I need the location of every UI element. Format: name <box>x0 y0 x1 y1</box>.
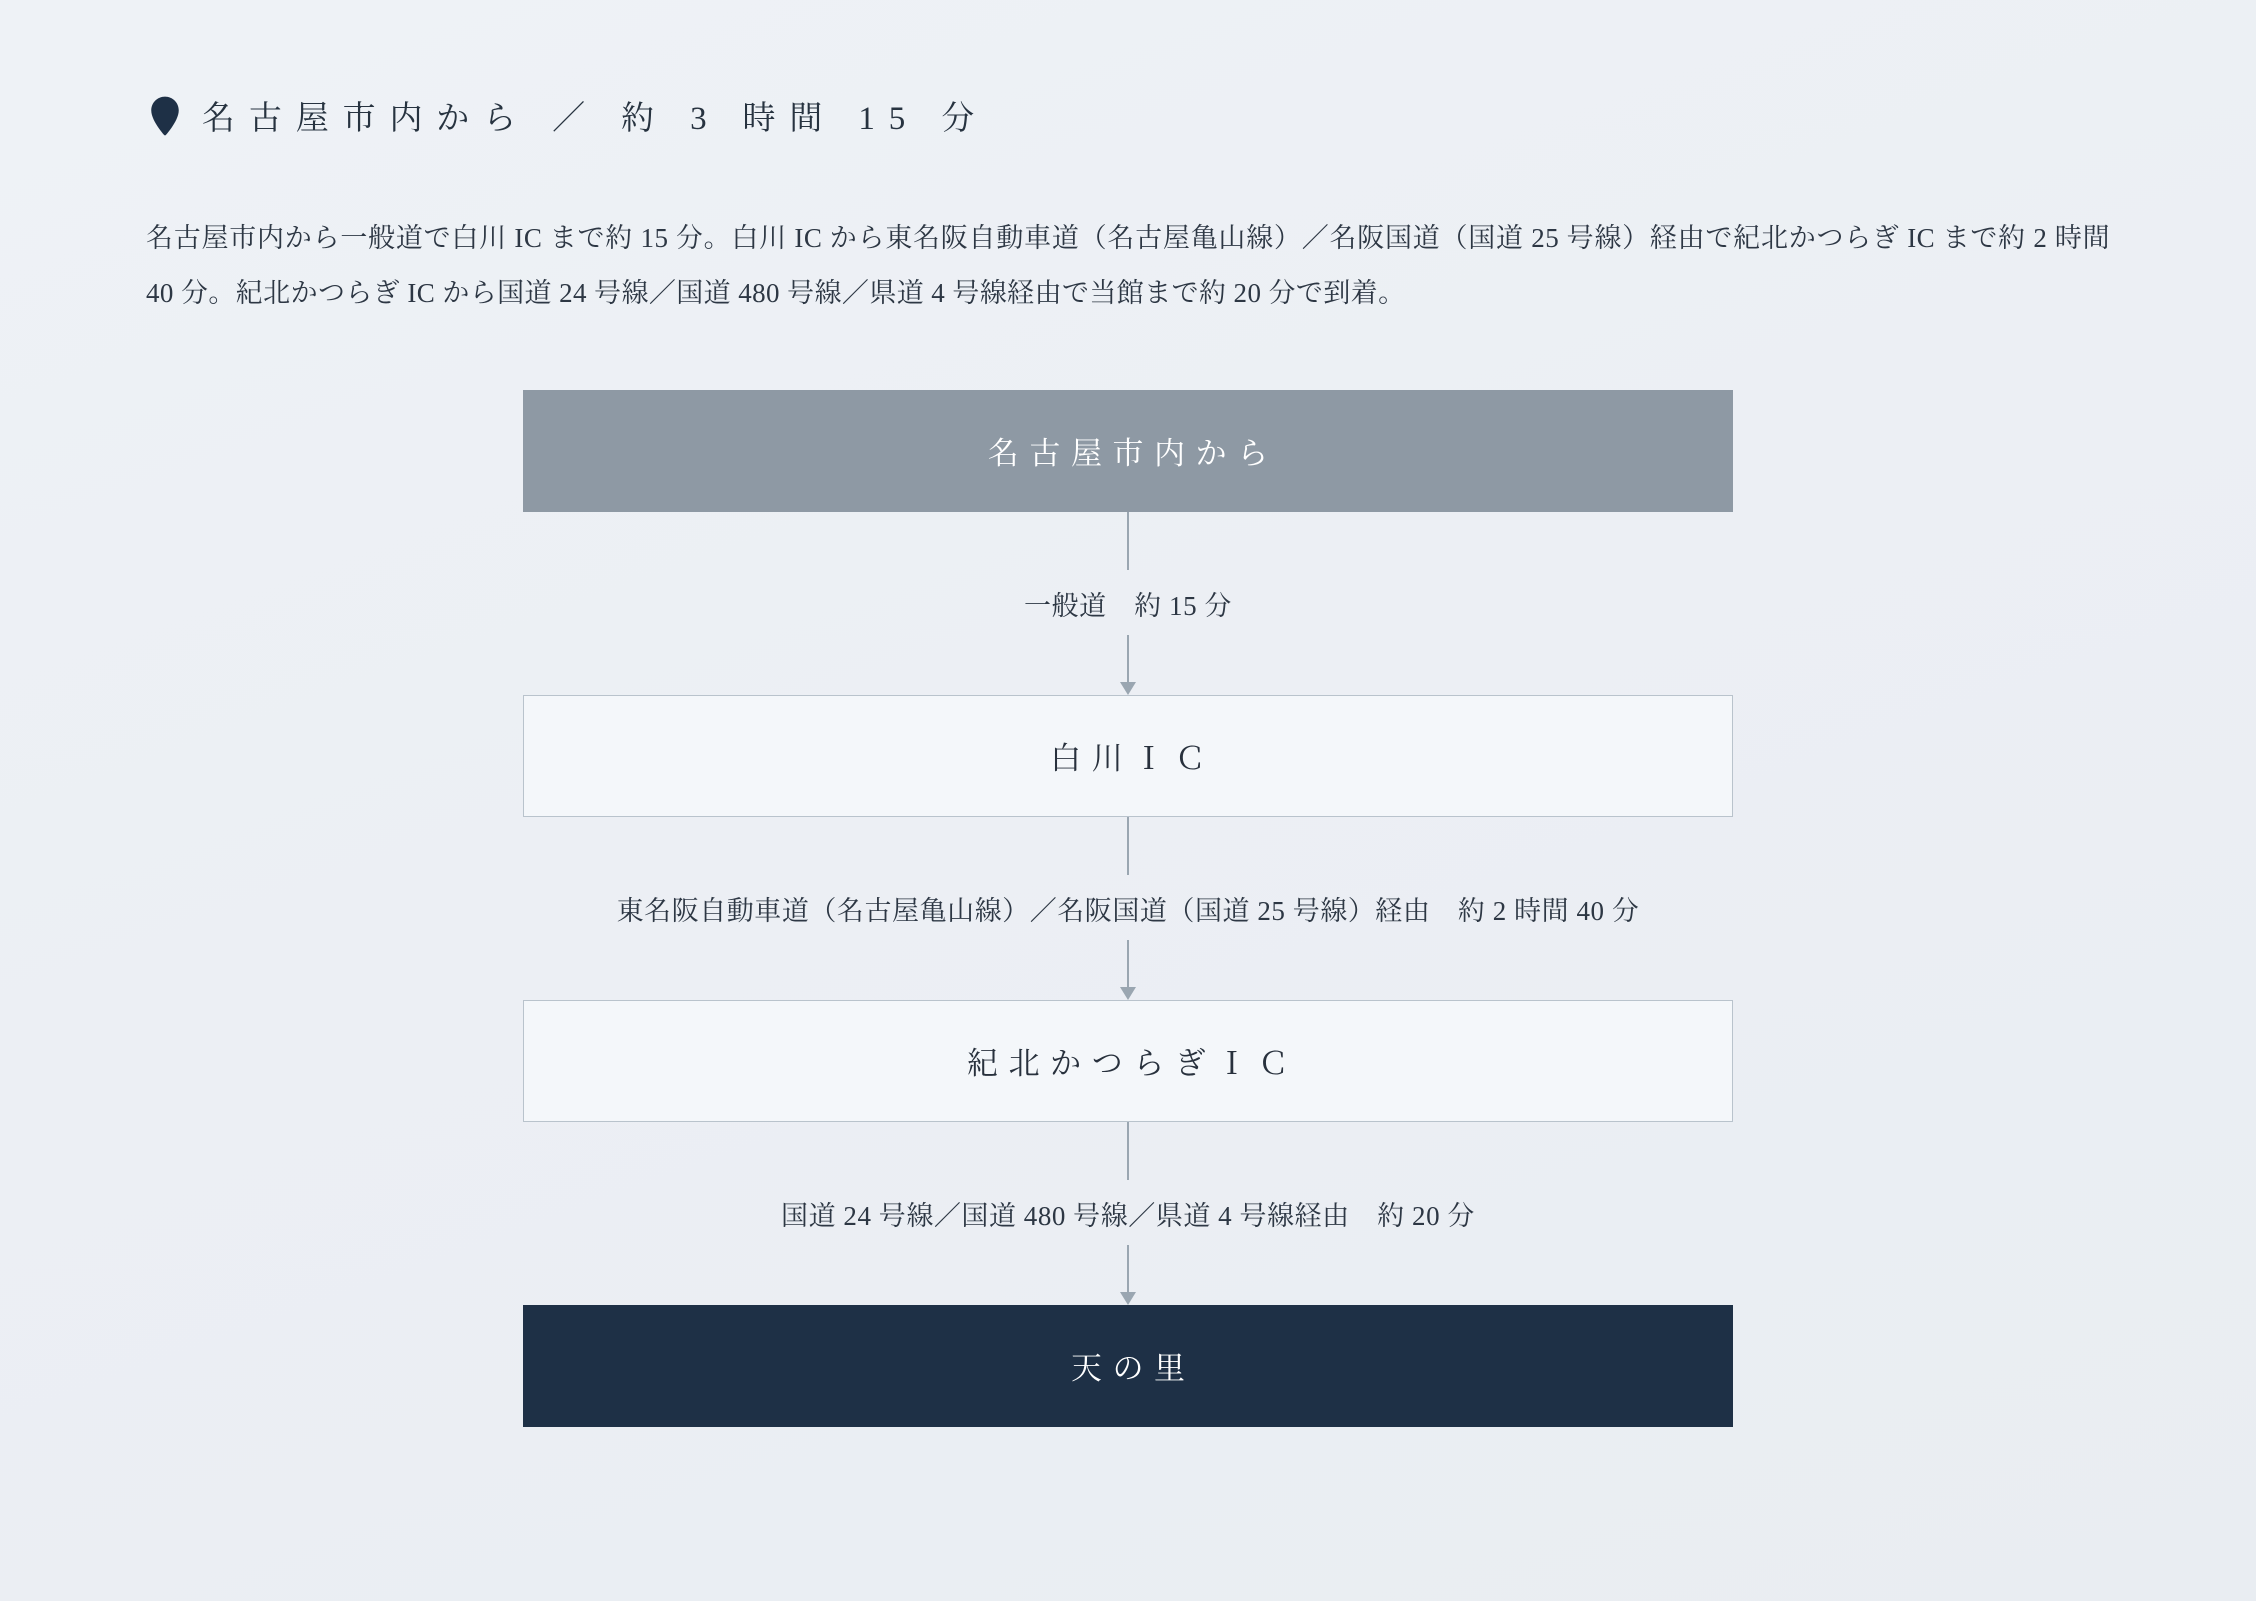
route-flow-chart <box>523 390 1733 1427</box>
connector-line <box>1127 1122 1129 1180</box>
flow-connector-2 <box>523 817 1733 1000</box>
connector-label: 東名阪自動車道（名古屋亀山線）／名阪国道（国道 25 号線）経由 約 2 時間 40 分 <box>616 895 1640 926</box>
connector-line <box>1127 512 1129 570</box>
connector-label: 国道 24 号線／国道 480 号線／県道 4 号線経由 約 20 分 <box>781 1200 1475 1231</box>
connector-line <box>1127 940 1129 988</box>
flow-connector-3 <box>523 1122 1733 1305</box>
connector-label: 一般道 約 15 分 <box>1024 590 1232 621</box>
connector-line <box>1127 635 1129 683</box>
flow-node-start: 名古屋市内から <box>523 390 1733 512</box>
arrow-down-icon <box>1120 1292 1136 1305</box>
map-pin-icon <box>150 96 180 136</box>
flow-node-shirakawa-ic: 白川ＩＣ <box>523 695 1733 817</box>
page-title <box>150 70 2116 139</box>
flow-connector-1 <box>523 512 1733 695</box>
connector-line <box>1127 1245 1129 1293</box>
flow-node-kihoku-katsuragi-ic: 紀北かつらぎＩＣ <box>523 1000 1733 1122</box>
flow-node-destination: 天の里 <box>523 1305 1733 1427</box>
connector-line <box>1127 817 1129 875</box>
arrow-down-icon <box>1120 987 1136 1000</box>
page-title-text: 名古屋市内から ／ 約 3 時間 15 分 <box>202 101 989 137</box>
route-description: 名古屋市内から一般道で白川 IC まで約 15 分。白川 IC から東名阪自動車道（名古屋亀山線）／名阪国道（国道 25 号線）経由で紀北かつらぎ IC まで約 2 時間 40 分。紀北かつらぎ IC から国道 24 号線／国道 480 号線／県道 4 号線経由で当館まで約 20 分で到着。 <box>146 223 2110 309</box>
arrow-down-icon <box>1120 682 1136 695</box>
